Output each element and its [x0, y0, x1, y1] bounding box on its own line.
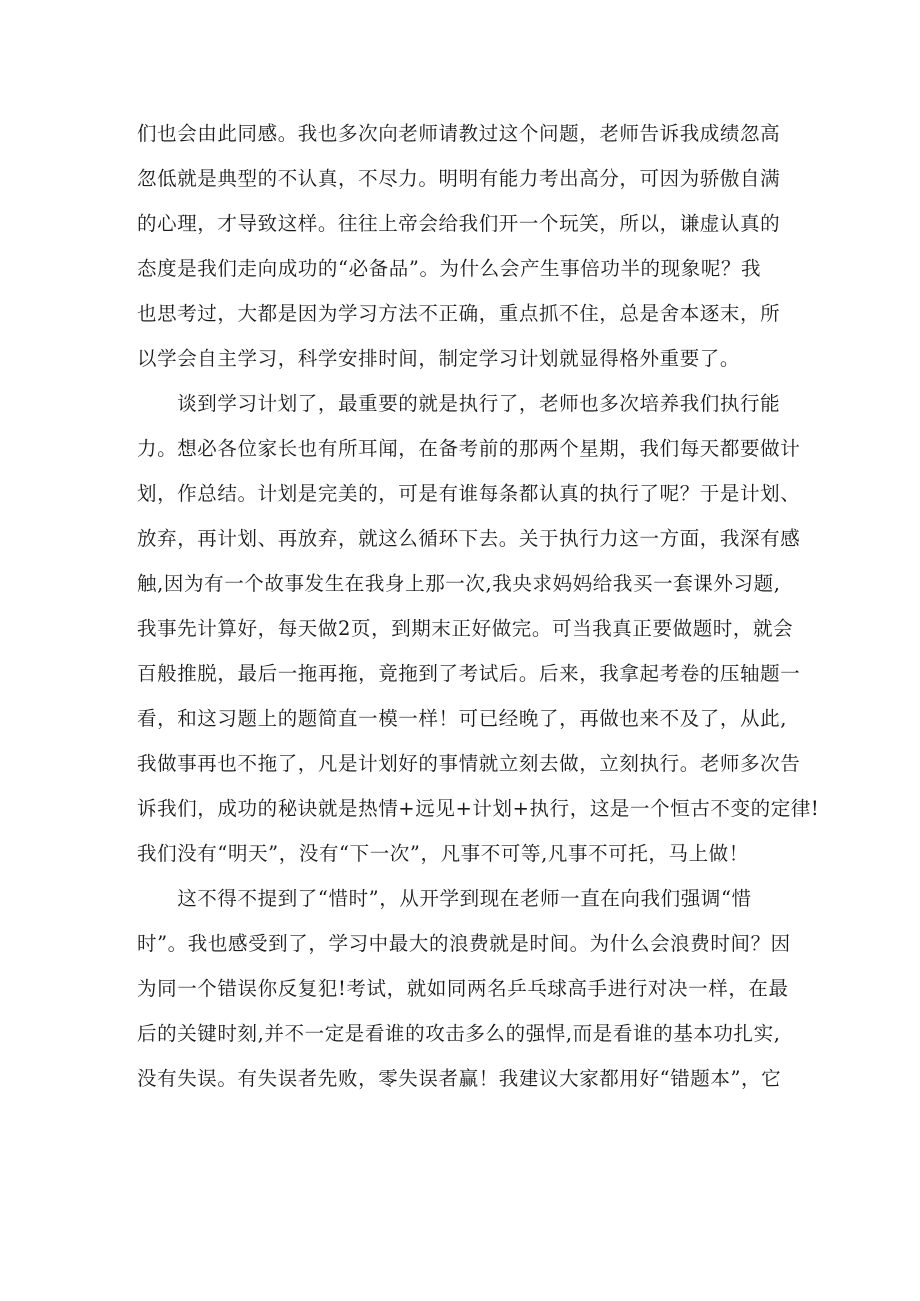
text-line: 谈到学习计划了，最重要的就是执行了，老师也多次培养我们执行能 — [137, 392, 781, 415]
text-line: 触,因为有一个故事发生在我身上那一次,我央求妈妈给我买一套课外习题, — [137, 572, 781, 595]
text-line: 没有失误。有失误者先败，零失误者赢！我建议大家都用好“错题本”，它 — [137, 1067, 782, 1090]
text-line: 以学会自主学习，科学安排时间，制定学习计划就显得格外重要了。 — [137, 347, 741, 370]
text-line: 划，作总结。计划是完美的，可是有谁每条都认真的执行了呢？于是计划、 — [137, 482, 801, 505]
text-line: 我做事再也不拖了，凡是计划好的事情就立刻去做，立刻执行。老师多次告 — [137, 752, 801, 775]
text-line: 力。想必各位家长也有所耳闻，在备考前的那两个星期，我们每天都要做计 — [137, 437, 801, 460]
text-line: 态度是我们走向成功的“必备品”。为什么会产生事倍功半的现象呢？我 — [137, 257, 762, 280]
text-line: 看，和这习题上的题简直一模一样！可已经晚了，再做也来不及了，从此, — [137, 707, 787, 730]
text-line: 也思考过，大都是因为学习方法不正确，重点抓不住，总是舍本逐末，所 — [137, 302, 781, 325]
text-line: 我们没有“明天”，没有“下一次”，凡事不可等,凡事不可托，马上做！ — [137, 842, 749, 865]
text-line: 放弃，再计划、再放弃，就这么循环下去。关于执行力这一方面，我深有感 — [137, 527, 801, 550]
text-line: 们也会由此同感。我也多次向老师请教过这个问题，老师告诉我成绩忽高 — [137, 122, 781, 145]
text-line: 这不得不提到了“惜时”，从开学到现在老师一直在向我们强调“惜 — [137, 887, 752, 910]
text-line: 我事先计算好，每天做2页，到期末正好做完。可当我真正要做题时，就会 — [137, 617, 794, 640]
text-line: 百般推脱，最后一拖再拖，竟拖到了考试后。后来，我拿起考卷的压轴题一 — [137, 662, 801, 685]
text-line: 为同一个错误你反复犯!考试，就如同两名乒乓球高手进行对决一样，在最 — [137, 977, 789, 1000]
text-line: 诉我们，成功的秘诀就是热情+远见+计划+执行，这是一个恒古不变的定律! — [137, 797, 820, 820]
text-line: 忽低就是典型的不认真，不尽力。明明有能力考出高分，可因为骄傲自满 — [137, 167, 781, 190]
text-line: 的心理，才导致这样。往往上帝会给我们开一个玩笑，所以，谦虚认真的 — [137, 212, 781, 235]
text-line: 后的关键时刻,并不一定是看谁的攻击多么的强悍,而是看谁的基本功扎实, — [137, 1022, 781, 1045]
text-line: 时”。我也感受到了，学习中最大的浪费就是时间。为什么会浪费时间？因 — [137, 932, 791, 955]
essay-body — [137, 111, 820, 1101]
